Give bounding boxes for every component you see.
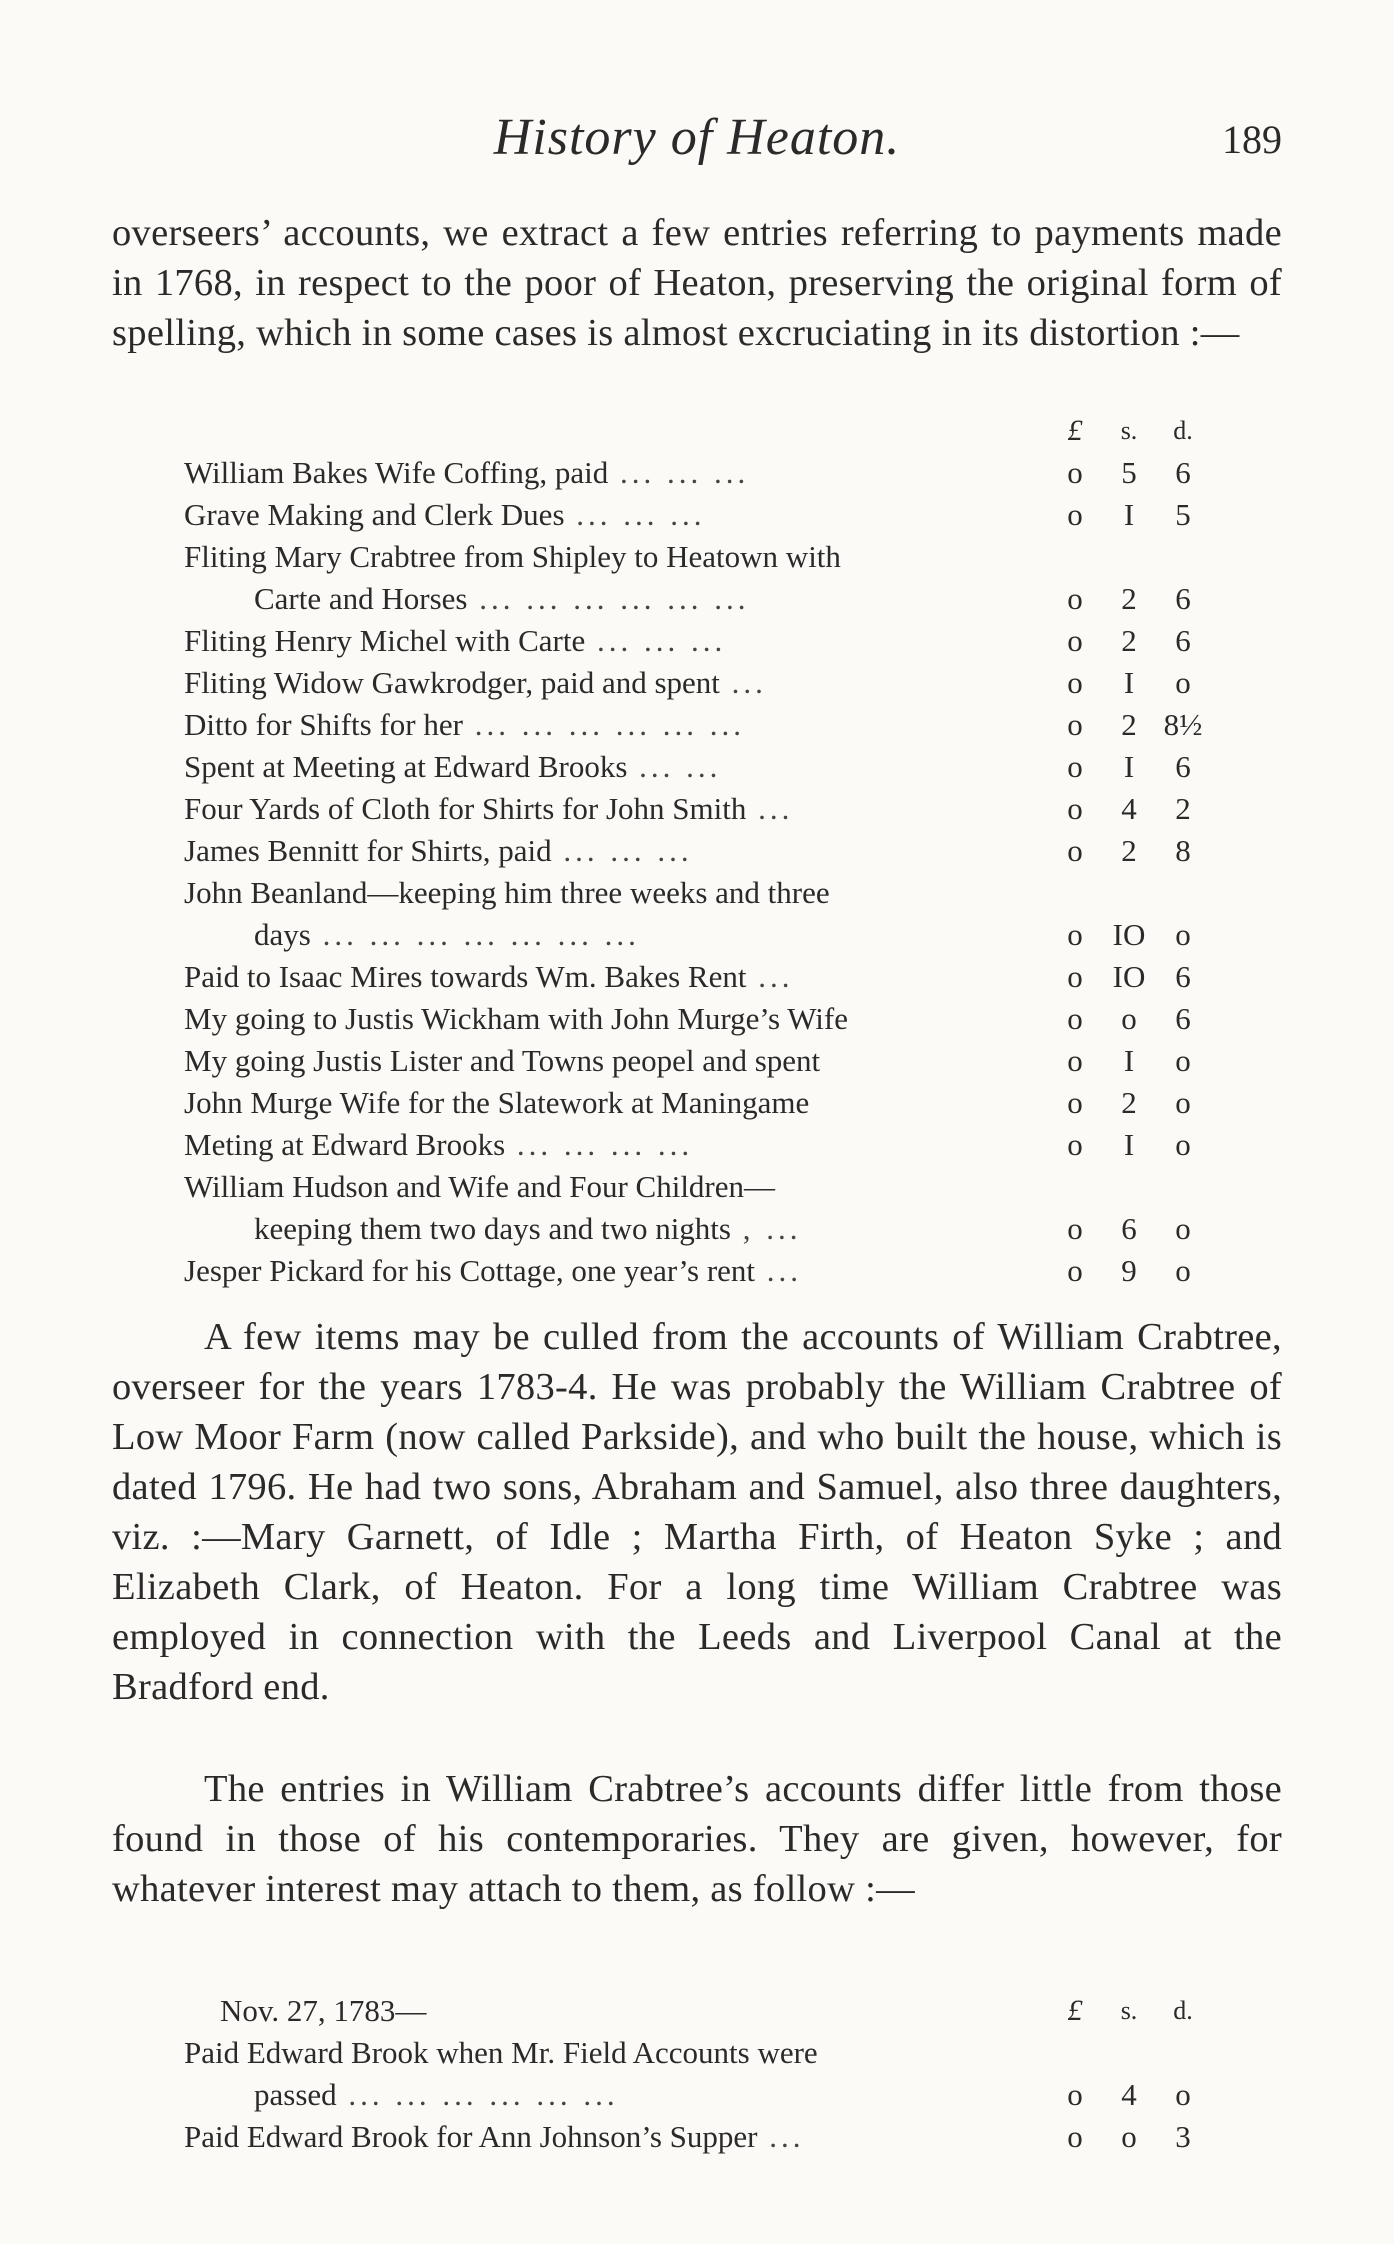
dot-leader: ... ... ... ... ... ... xyxy=(336,2077,619,2112)
entry-text: Spent at Meeting at Edward Brooks xyxy=(184,749,628,784)
account-row xyxy=(184,536,1234,578)
pounds-value: o xyxy=(1067,1127,1083,1162)
shillings-value: 6 xyxy=(1121,1211,1137,1246)
account-1783 xyxy=(184,1990,1234,2158)
pence-value: 5 xyxy=(1175,497,1191,532)
account-row xyxy=(184,914,1234,956)
account-row xyxy=(184,872,1234,914)
entry-text: My going to Justis Wickham with John Murge’s Wife xyxy=(184,1001,849,1036)
account-row xyxy=(184,788,1234,830)
dot-leader: ... xyxy=(719,665,767,700)
shillings-value: 4 xyxy=(1121,791,1137,826)
entry-description xyxy=(254,914,1052,956)
shillings-value: 2 xyxy=(1121,833,1137,868)
dot-leader: ... xyxy=(755,1253,803,1288)
entry-description xyxy=(184,830,1052,872)
account-row xyxy=(184,452,1234,494)
dot-leader: ... ... ... xyxy=(608,455,750,490)
entry-description xyxy=(184,662,1052,704)
entry-description xyxy=(184,494,1052,536)
shillings-value: IO xyxy=(1112,917,1146,952)
pounds-value: o xyxy=(1067,581,1083,616)
account-row xyxy=(184,746,1234,788)
dot-leader: ... ... xyxy=(627,749,722,784)
crabtree-paragraph: A few items may be culled from the accounts of William Crabtree, overseer for the years 1783-4. He was probably the William Crabtree of Low Moor Farm (now called Parkside), and who built the house, which is dated 1796. He had two sons, Abraham and Samuel, also three daughters, viz. :—Mary Garnett, of Idle ; Martha Firth, of Heaton Syke ; and Elizabeth Clark, of Heaton. For a long time William Crabtree was employed in connection with the Leeds and Liverpool Canal at the Bradford end. xyxy=(112,1316,1282,1708)
pounds-value: o xyxy=(1067,791,1083,826)
dot-leader: ... ... ... ... ... ... xyxy=(462,707,745,742)
dot-leader: ... ... ... ... ... ... ... xyxy=(310,917,640,952)
shillings-value: 2 xyxy=(1121,1085,1137,1120)
entry-description xyxy=(254,1208,1052,1250)
pence-value: o xyxy=(1175,1253,1191,1288)
entry-description xyxy=(184,1250,1052,1292)
account-row xyxy=(184,956,1234,998)
entry-text: William Bakes Wife Coffing, paid xyxy=(184,455,609,490)
entry-text: John Murge Wife for the Slatework at Maningame xyxy=(184,1085,810,1120)
pounds-header: £ xyxy=(1067,414,1083,447)
entry-text: Paid Edward Brook for Ann Johnson’s Supper xyxy=(184,2119,758,2154)
account-row xyxy=(184,998,1234,1040)
dot-leader: ... xyxy=(757,2119,805,2154)
pence-value: 6 xyxy=(1175,1001,1191,1036)
shillings-value: 4 xyxy=(1121,2077,1137,2112)
entry-text: passed xyxy=(254,2077,337,2112)
entry-description xyxy=(184,872,1052,914)
entry-description xyxy=(184,704,1052,746)
shillings-value: IO xyxy=(1112,959,1146,994)
shillings-value: o xyxy=(1121,2119,1137,2154)
pounds-value: o xyxy=(1067,455,1083,490)
entry-text: Fliting Widow Gawkrodger, paid and spent xyxy=(184,665,720,700)
shillings-value: 2 xyxy=(1121,581,1137,616)
account-row xyxy=(184,1082,1234,1124)
shillings-value: I xyxy=(1123,1043,1135,1078)
pounds-value: o xyxy=(1067,917,1083,952)
entry-description xyxy=(184,1040,1052,1082)
pounds-value: o xyxy=(1067,1085,1083,1120)
entry-text: Fliting Henry Michel with Carte xyxy=(184,623,586,658)
running-title: History of Heaton. xyxy=(493,109,901,166)
pounds-value: o xyxy=(1067,1211,1083,1246)
pounds-value: o xyxy=(1067,833,1083,868)
entry-text: Ditto for Shifts for her xyxy=(184,707,463,742)
entry-date: Nov. 27, 1783— xyxy=(220,1993,427,2028)
pounds-value: o xyxy=(1067,1001,1083,1036)
shillings-value: o xyxy=(1121,1001,1137,1036)
entry-text: days xyxy=(254,917,311,952)
entry-text: Meting at Edward Brooks xyxy=(184,1127,506,1162)
intro-paragraph: overseers’ accounts, we extract a few entries referring to payments made in 1768, in respect to the poor of Heaton, preserving the original form of spelling, which in some cases is almost excruciating in its distortion :— xyxy=(112,212,1282,354)
entry-text: Fliting Mary Crabtree from Shipley to Heatown with xyxy=(184,539,841,574)
pounds-value: o xyxy=(1067,665,1083,700)
account-row xyxy=(184,620,1234,662)
pounds-value: o xyxy=(1067,749,1083,784)
pounds-value: o xyxy=(1067,959,1083,994)
account-row xyxy=(184,1124,1234,1166)
entry-text: Paid Edward Brook when Mr. Field Accounts were xyxy=(184,2035,818,2070)
pounds-value: o xyxy=(1067,2077,1083,2112)
account-row xyxy=(184,830,1234,872)
entry-description xyxy=(184,1124,1052,1166)
dot-leader: ... ... ... xyxy=(564,497,706,532)
entry-description xyxy=(184,1166,1052,1208)
pence-header: d. xyxy=(1173,1996,1193,2025)
entry-text: My going Justis Lister and Towns peopel and spent xyxy=(184,1043,821,1078)
account-row xyxy=(184,2032,1234,2074)
entry-text: John Beanland—keeping him three weeks and three xyxy=(184,875,830,910)
entry-description xyxy=(184,620,1052,662)
pounds-value: o xyxy=(1067,1043,1083,1078)
pence-value: o xyxy=(1175,1211,1191,1246)
dot-leader: ... ... ... ... xyxy=(505,1127,694,1162)
pence-value: o xyxy=(1175,665,1191,700)
account-row xyxy=(184,1040,1234,1082)
pence-value: o xyxy=(1175,1043,1191,1078)
entry-description xyxy=(184,2116,1052,2158)
entries-paragraph: The entries in William Crabtree’s accounts differ little from those found in those of his contemporaries. They are given, however, for whatever interest may attach to them, as follow :— xyxy=(112,1768,1282,1910)
entry-description xyxy=(184,998,1052,1040)
account-rows xyxy=(184,452,1234,1292)
pounds-value: o xyxy=(1067,623,1083,658)
account-row xyxy=(184,2116,1234,2158)
shillings-value: 9 xyxy=(1121,1253,1137,1288)
account-row xyxy=(184,494,1234,536)
pounds-value: o xyxy=(1067,497,1083,532)
pounds-value: o xyxy=(1067,1253,1083,1288)
page-number: 189 xyxy=(1222,117,1282,162)
entry-description xyxy=(254,2074,1052,2116)
pence-value: 8 xyxy=(1175,833,1191,868)
account-row xyxy=(184,1250,1234,1292)
pence-value: o xyxy=(1175,917,1191,952)
shillings-header: s. xyxy=(1120,1996,1138,2025)
dot-leader: ... ... ... xyxy=(551,833,693,868)
entry-description xyxy=(184,746,1052,788)
account-row xyxy=(184,1208,1234,1250)
entry-description xyxy=(184,956,1052,998)
entry-text: Jesper Pickard for his Cottage, one year’s rent xyxy=(184,1253,756,1288)
account-row xyxy=(184,704,1234,746)
entry-description xyxy=(184,536,1052,578)
pence-value: 6 xyxy=(1175,623,1191,658)
pence-value: 6 xyxy=(1175,749,1191,784)
pounds-value: o xyxy=(1067,2119,1083,2154)
pounds-value: o xyxy=(1067,707,1083,742)
entry-description xyxy=(184,452,1052,494)
shillings-value: I xyxy=(1123,1127,1135,1162)
entry-description xyxy=(184,1082,1052,1124)
dot-leader: ... ... ... ... ... ... xyxy=(467,581,750,616)
account-1768 xyxy=(184,410,1234,1292)
entry-text: keeping them two days and two nights xyxy=(254,1211,731,1246)
shillings-value: I xyxy=(1123,497,1135,532)
entry-text: Grave Making and Clerk Dues xyxy=(184,497,565,532)
account-row xyxy=(184,1166,1234,1208)
entry-text: Carte and Horses xyxy=(254,581,468,616)
shillings-header: s. xyxy=(1120,416,1138,445)
account-row xyxy=(184,578,1234,620)
pence-value: 8½ xyxy=(1163,707,1203,742)
entry-description xyxy=(254,578,1052,620)
shillings-value: I xyxy=(1123,665,1135,700)
account-row xyxy=(184,2074,1234,2116)
shillings-value: 5 xyxy=(1121,455,1137,490)
account-header xyxy=(184,1990,1234,2032)
pence-value: 6 xyxy=(1175,455,1191,490)
account-header xyxy=(184,410,1234,452)
dot-leader: ... ... ... xyxy=(585,623,727,658)
pence-value: o xyxy=(1175,1127,1191,1162)
shillings-value: 2 xyxy=(1121,707,1137,742)
pounds-header: £ xyxy=(1067,1994,1083,2027)
shillings-value: 2 xyxy=(1121,623,1137,658)
dot-leader: ... xyxy=(746,791,794,826)
running-head xyxy=(112,108,1282,178)
account-row xyxy=(184,662,1234,704)
pence-value: o xyxy=(1175,1085,1191,1120)
shillings-value: I xyxy=(1123,749,1135,784)
entry-text: William Hudson and Wife and Four Children— xyxy=(184,1169,776,1204)
dot-leader: ... xyxy=(746,959,794,994)
pence-value: 6 xyxy=(1175,959,1191,994)
entry-text: James Bennitt for Shirts, paid xyxy=(184,833,552,868)
pence-value: 6 xyxy=(1175,581,1191,616)
entry-text: Paid to Isaac Mires towards Wm. Bakes Rent xyxy=(184,959,747,994)
entry-description xyxy=(184,788,1052,830)
entry-text: Four Yards of Cloth for Shirts for John Smith xyxy=(184,791,747,826)
pence-value: o xyxy=(1175,2077,1191,2112)
dot-leader: , ... xyxy=(731,1211,802,1246)
pence-value: 2 xyxy=(1175,791,1191,826)
pence-value: 3 xyxy=(1175,2119,1191,2154)
account-rows xyxy=(184,2032,1234,2158)
pence-header: d. xyxy=(1173,416,1193,445)
entry-description xyxy=(184,2032,1052,2074)
